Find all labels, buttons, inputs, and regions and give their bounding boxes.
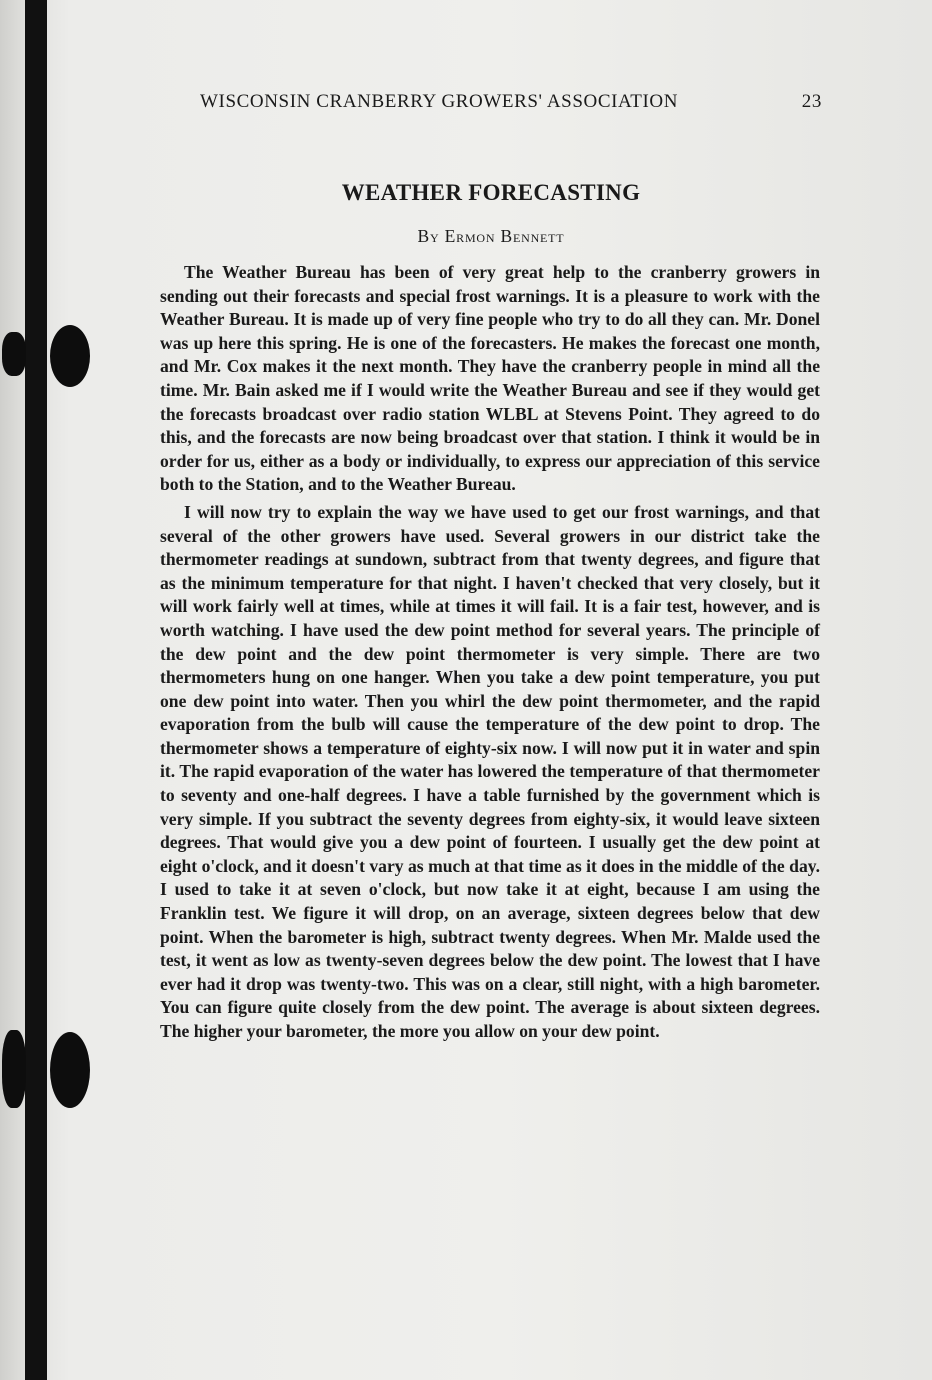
punch-hole-icon [50, 1032, 90, 1108]
running-head [200, 91, 822, 113]
page-gutter [0, 0, 25, 1380]
paragraph: I will now try to explain the way we have used to get our frost warnings, and that several of the other growers have used. Several growers in our district take the thermometer readings at sundown, subtract from that twenty degrees, and figure that as the minimum temperature for that night. I haven't checked that very closely, but it will work fairly well at times, while at times it will fail. It is a fair test, however, and is worth watching. I have used the dew point method for several years. The principle of the dew point and the dew point thermometer is very simple. There are two thermometers hung on one hanger. When you take a dew point temperature, you put one dew point into water. Then you whirl the dew point thermometer, and the rapid evaporation from the bulb will cause the temperature of the dew point to drop. The thermometer shows a temperature of eighty-six now. I will now put it in water and spin it. The rapid evaporation of the water has lowered the temperature of that thermometer to seventy and one-half degrees. I have a table furnished by the government which is very simple. If you subtract the seventy degrees from eighty-six, it would leave sixteen degrees. That would give you a dew point of fourteen. I usually get the dew point at eight o'clock, and it doesn't vary as much at that time as it does in the middle of the day. I used to take it at seven o'clock, but now take it at eight, because I am using the Franklin test. We figure it will drop, on an average, sixteen degrees below that dew point. When the barometer is high, subtract twenty degrees. When Mr. Malde used the test, it went as low as twenty-seven degrees below the dew point. The lowest that I have ever had it drop was twenty-two. This was on a clear, still night, with a high barometer. You can figure quite closely from the dew point. The average is about sixteen degrees. The higher your barometer, the more you allow on your dew point. [160, 501, 820, 1041]
running-title: WISCONSIN CRANBERRY GROWERS' ASSOCIATION [200, 91, 679, 112]
punch-hole-stub-icon [2, 332, 26, 376]
binding-bar [25, 0, 47, 1380]
page-number: 23 [801, 91, 822, 112]
article-title: WEATHER FORECASTING [341, 180, 641, 205]
paragraph: The Weather Bureau has been of very great help to the cranberry growers in sending out their forecasts and special frost warnings. It is a pleasure to work with the Weather Bureau. It is made up of very fine people who try to do all they can. Mr. Donel was up here this spring. He is one of the forecasters. He makes the forecast one month, and Mr. Cox makes it the next month. They have the cranberry people in mind all the time. Mr. Bain asked me if I would write the Weather Bureau and see if they would get the forecasts broadcast over radio station WLBL at Stevens Point. They agreed to do this, and the forecasts are now being broadcast over that station. I think it would be in order for us, either as a body or individually, to express our appreciation of this service both to the Station, and to the Weather Bureau. [160, 262, 820, 495]
punch-hole-stub-icon [2, 1030, 26, 1108]
article-body [160, 261, 820, 1048]
punch-hole-icon [50, 325, 90, 387]
article-byline: By Ermon Bennett [417, 226, 565, 246]
